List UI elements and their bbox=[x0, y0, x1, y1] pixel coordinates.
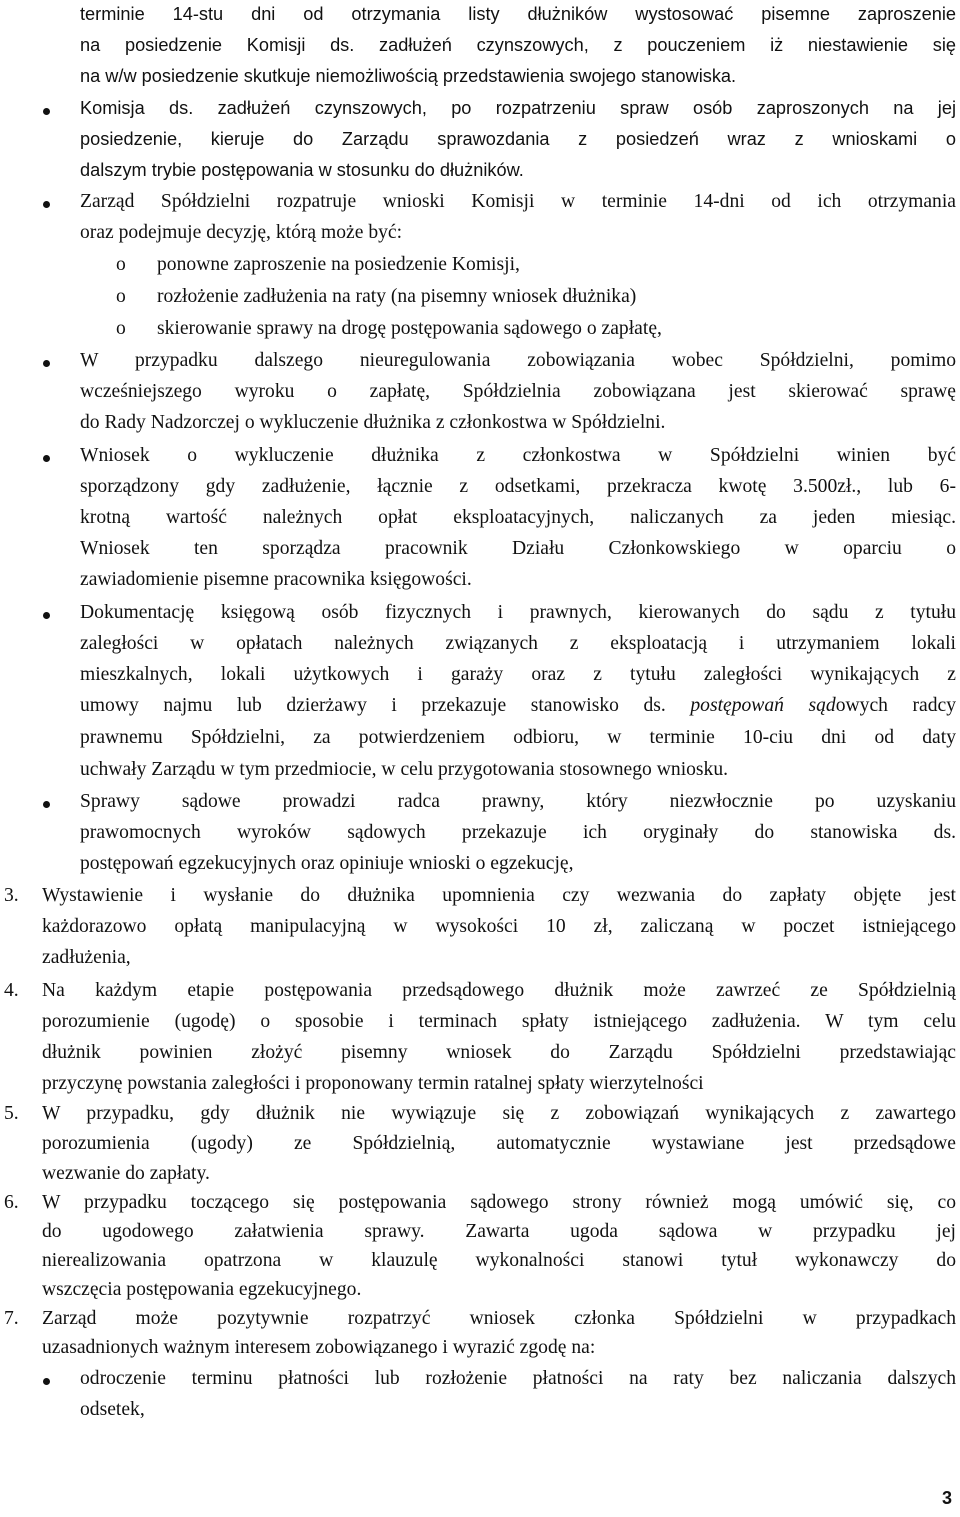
text-line: terminie 14-stu dni od otrzymania listy dłużników wystosować pisemne zaproszenie bbox=[80, 4, 956, 24]
text-line: zadłużenia, bbox=[42, 947, 131, 968]
text-line: wezwanie do zapłaty. bbox=[42, 1163, 210, 1184]
list-number: 5. bbox=[4, 1103, 19, 1124]
text-line bbox=[80, 690, 956, 721]
text-line: odsetek, bbox=[80, 1399, 145, 1420]
text-line: na posiedzenie Komisji ds. zadłużeń czynszowych, z pouczeniem iż niestawienie się bbox=[80, 35, 956, 55]
text-line: krotną wartość należnych opłat eksploatacyjnych, naliczanych za jeden miesiąc. bbox=[80, 507, 956, 528]
text-line: posiedzenie, kieruje do Zarządu sprawozdania z posiedzeń wraz z wnioskami o bbox=[80, 129, 956, 149]
text-line: do ugodowego załatwienia sprawy. Zawarta ugoda sądowa w przypadku jej bbox=[42, 1221, 956, 1242]
text-line: do Rady Nadzorczej o wykluczenie dłużnika z członkostwa w Spółdzielni. bbox=[80, 412, 666, 433]
text-line: rozłożenie zadłużenia na raty (na pisemny wniosek dłużnika) bbox=[157, 286, 637, 307]
bullet-icon bbox=[43, 1378, 50, 1385]
text-line: zawiadomienie pisemne pracownika księgowości. bbox=[80, 569, 472, 590]
text-line: przyczynę powstania zaległości i proponowany termin ratalnej spłaty wierzytelności bbox=[42, 1073, 704, 1094]
italic-text-span: postępowań sąd bbox=[690, 695, 836, 716]
text-line: W przypadku dalszego nieuregulowania zobowiązania wobec Spółdzielni, pomimo bbox=[80, 350, 956, 371]
text-line: dłużnik powinien złożyć pisemny wniosek do Zarządu Spółdzielni przedstawiając bbox=[42, 1042, 956, 1063]
text-line: ponowne zaproszenie na posiedzenie Komisji, bbox=[157, 254, 520, 275]
bullet-icon bbox=[43, 108, 50, 115]
text-line: porozumienie (ugodę) o sposobie i terminach spłaty istniejącego zadłużenia. W tym celu bbox=[42, 1011, 956, 1032]
text-line: każdorazowo opłatą manipulacyjną w wysokości 10 zł, zaliczaną w poczet istniejącego bbox=[42, 916, 956, 937]
list-number: 4. bbox=[4, 980, 19, 1001]
text-line: Wystawienie i wysłanie do dłużnika upomnienia czy wezwania do zapłaty objęte jest bbox=[42, 885, 956, 906]
text-line: nierealizowania opatrzona w klauzulę wykonalności stanowi tytuł wykonawczy do bbox=[42, 1250, 956, 1271]
bullet-icon bbox=[43, 201, 50, 208]
text-line: porozumienia (ugody) ze Spółdzielnią, automatycznie wystawiane jest przedsądowe bbox=[42, 1133, 956, 1154]
text-line: Sprawy sądowe prowadzi radca prawny, który niezwłocznie po uzyskaniu bbox=[80, 791, 956, 812]
text-line: mieszkalnych, lokali użytkowych i garaży oraz z tytułu zaległości wynikających z bbox=[80, 664, 956, 685]
text-line: Dokumentację księgową osób fizycznych i prawnych, kierowanych do sądu z tytułu bbox=[80, 602, 956, 623]
sub-bullet-icon: o bbox=[116, 254, 126, 275]
page-number: 3 bbox=[941, 1488, 952, 1508]
text-line: W przypadku, gdy dłużnik nie wywiązuje się z zobowiązań wynikających z zawartego bbox=[42, 1103, 956, 1124]
text-line: skierowanie sprawy na drogę postępowania sądowego o zapłatę, bbox=[157, 318, 662, 339]
text-line: zaległości w opłatach należnych związanych z eksploatacją i utrzymaniem lokali bbox=[80, 633, 956, 654]
bullet-icon bbox=[43, 801, 50, 808]
bullet-icon bbox=[43, 360, 50, 367]
text-line: sporządzony gdy zadłużenie, łącznie z odsetkami, przekracza kwotę 3.500zł., lub 6- bbox=[80, 476, 956, 497]
text-line: Na każdym etapie postępowania przedsądowego dłużnik może zawrzeć ze Spółdzielnią bbox=[42, 980, 956, 1001]
bullet-icon bbox=[43, 612, 50, 619]
text-line: dalszym trybie postępowania w stosunku do dłużników. bbox=[80, 160, 524, 180]
text-line: Zarząd może pozytywnie rozpatrzyć wniosek członka Spółdzielni w przypadkach bbox=[42, 1308, 956, 1329]
text-line: Zarząd Spółdzielni rozpatruje wnioski Komisji w terminie 14-dni od ich otrzymania bbox=[80, 191, 956, 212]
text-line: oraz podejmuje decyzję, którą może być: bbox=[80, 222, 403, 243]
text-line: uzasadnionych ważnym interesem zobowiązanego i wyrazić zgodę na: bbox=[42, 1337, 596, 1358]
sub-bullet-icon: o bbox=[116, 286, 126, 307]
list-number: 3. bbox=[4, 885, 19, 906]
text-line: Komisja ds. zadłużeń czynszowych, po rozpatrzeniu spraw osób zaproszonych na jej bbox=[80, 98, 956, 118]
text-line: prawomocnych wyroków sądowych przekazuje ich oryginały do stanowiska ds. bbox=[80, 822, 956, 843]
text-line: odroczenie terminu płatności lub rozłożenie płatności na raty bez naliczania dalszych bbox=[80, 1368, 956, 1389]
bullet-icon bbox=[43, 455, 50, 462]
list-number: 6. bbox=[4, 1192, 19, 1213]
text-line: wcześniejszego wyroku o zapłatę, Spółdzielnia zobowiązana jest skierować sprawę bbox=[80, 381, 956, 402]
text-span: owych radcy bbox=[835, 695, 956, 716]
text-line: postępowań egzekucyjnych oraz opiniuje wnioski o egzekucję, bbox=[80, 853, 574, 874]
text-line: W przypadku toczącego się postępowania sądowego strony również mogą umówić się, co bbox=[42, 1192, 956, 1213]
sub-bullet-icon: o bbox=[116, 318, 126, 339]
text-line: Wniosek ten sporządza pracownik Działu Członkowskiego w oparciu o bbox=[80, 538, 956, 559]
text-line: uchwały Zarządu w tym przedmiocie, w celu przygotowania stosownego wniosku. bbox=[80, 759, 729, 780]
text-span: umowy najmu lub dzierżawy i przekazuje stanowisko ds. bbox=[80, 695, 691, 716]
text-line: Wniosek o wykluczenie dłużnika z członkostwa w Spółdzielni winien być bbox=[80, 445, 956, 466]
text-line: na w/w posiedzenie skutkuje niemożliwością przedstawienia swojego stanowiska. bbox=[80, 66, 737, 86]
text-line: prawnemu Spółdzielni, za potwierdzeniem odbioru, w terminie 10-ciu dni od daty bbox=[80, 727, 956, 748]
list-number: 7. bbox=[4, 1308, 19, 1329]
text-line: wszczęcia postępowania egzekucyjnego. bbox=[42, 1279, 362, 1300]
